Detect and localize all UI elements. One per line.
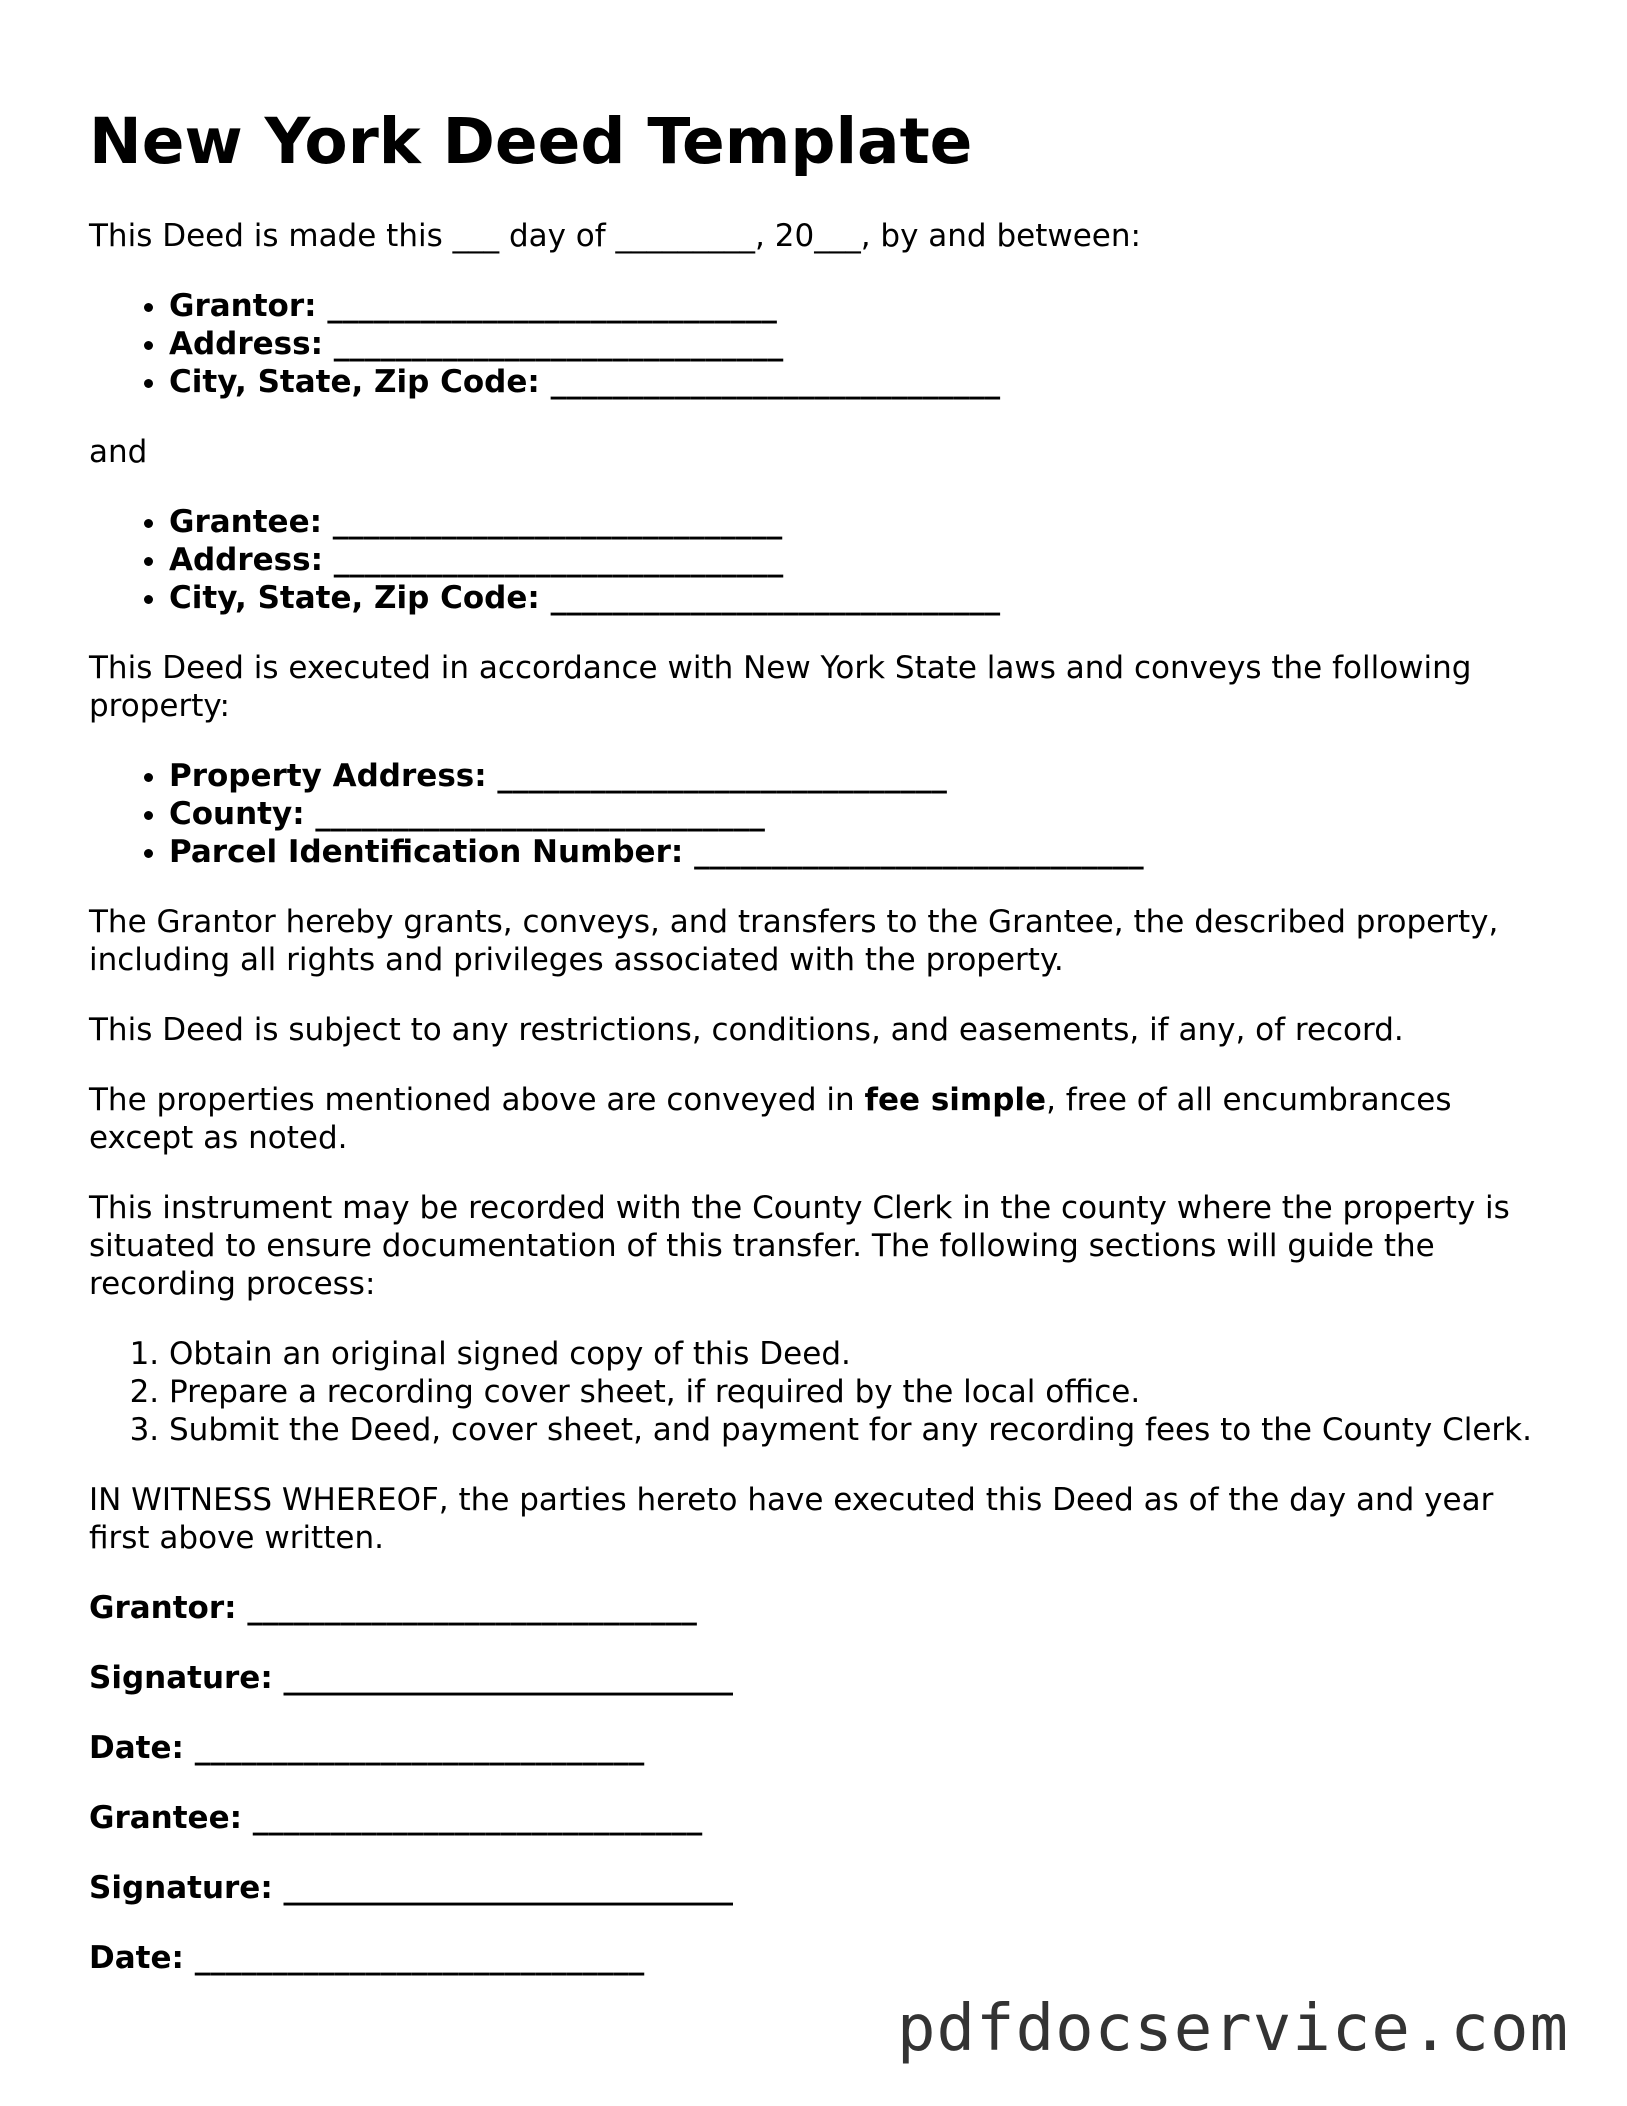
grantor-address-label: Address:: [169, 325, 323, 362]
list-item: [169, 579, 1549, 617]
grantor-signature-line: [89, 1589, 1549, 1627]
sig-blank: _____________________________: [194, 1729, 645, 1766]
fee-text-after: , free of all encumbrances except as noted.: [89, 1081, 1452, 1156]
sig-label: Signature:: [89, 1659, 273, 1696]
property-address-label: Property Address:: [169, 757, 487, 794]
recording-steps-list: [89, 1335, 1549, 1449]
county-label: County:: [169, 795, 305, 832]
list-item: [169, 287, 1549, 325]
sig-label: Signature:: [89, 1869, 273, 1906]
grantor-city-blank: _____________________________: [550, 363, 1001, 400]
fee-simple-paragraph: [89, 1081, 1549, 1157]
sig-label: Grantee:: [89, 1799, 242, 1836]
sig-label: Grantor:: [89, 1589, 237, 1626]
sig-blank: _____________________________: [194, 1939, 645, 1976]
list-item: [169, 833, 1549, 871]
parcel-id-blank: _____________________________: [694, 833, 1144, 870]
sig-blank: _____________________________: [283, 1659, 734, 1696]
grant-paragraph: The Grantor hereby grants, conveys, and transfers to the Grantee, the described property, including all rights and privileges associated with the property.: [89, 903, 1499, 978]
sig-label: Date:: [89, 1729, 184, 1766]
grantee-address-label: Address:: [169, 541, 323, 578]
grantee-signature-line: [89, 1799, 1549, 1837]
witness-paragraph: IN WITNESS WHEREOF, the parties hereto have executed this Deed as of the day and year first above written.: [89, 1481, 1494, 1556]
list-item: 3. Submit the Deed, cover sheet, and payment for any recording fees to the County Clerk.: [169, 1411, 1549, 1449]
grantee-signature-field: [89, 1869, 1549, 1907]
list-item: [169, 541, 1549, 579]
grantor-signature-field: [89, 1659, 1549, 1697]
grantee-city-label: City, State, Zip Code:: [169, 579, 540, 616]
list-item: [169, 325, 1549, 363]
sig-blank: _____________________________: [252, 1799, 703, 1836]
grantee-blank: _____________________________: [332, 503, 783, 540]
recording-paragraph: This instrument may be recorded with the County Clerk in the county where the property is situated to ensure documentation of this transfer. The following sections will guide the recording process:: [89, 1189, 1510, 1302]
list-item: [169, 795, 1549, 833]
document-page: [89, 104, 1549, 2009]
property-address-blank: _____________________________: [497, 757, 947, 794]
sig-blank: _____________________________: [283, 1869, 734, 1906]
list-item: [169, 757, 1549, 795]
grantee-list: [89, 503, 1549, 617]
list-item: 1. Obtain an original signed copy of this Deed.: [169, 1335, 1549, 1373]
grantor-label: Grantor:: [169, 287, 317, 324]
subject-paragraph: This Deed is subject to any restrictions, conditions, and easements, if any, of record.: [89, 1011, 1404, 1048]
county-blank: _____________________________: [315, 795, 765, 832]
sig-blank: _____________________________: [247, 1589, 697, 1626]
grantor-list: [89, 287, 1549, 401]
watermark-text: pdfdocservice.com: [896, 1992, 1569, 2066]
fee-simple-term: fee simple: [864, 1081, 1047, 1118]
list-item: 2. Prepare a recording cover sheet, if required by the local office.: [169, 1373, 1549, 1411]
page-title: New York Deed Template: [89, 105, 973, 178]
list-item: [169, 363, 1549, 401]
grantee-address-blank: _____________________________: [333, 541, 784, 578]
executed-paragraph: This Deed is executed in accordance with New York State laws and conveys the following property:: [89, 649, 1472, 724]
grantee-date-line: [89, 1939, 1549, 1977]
grantee-city-blank: _____________________________: [550, 579, 1001, 616]
list-item: [169, 503, 1549, 541]
grantee-label: Grantee:: [169, 503, 322, 540]
parcel-id-label: Parcel Identification Number:: [169, 833, 684, 870]
grantor-address-blank: _____________________________: [333, 325, 784, 362]
sig-label: Date:: [89, 1939, 184, 1976]
property-list: [89, 757, 1549, 871]
grantor-city-label: City, State, Zip Code:: [169, 363, 540, 400]
grantor-blank: _____________________________: [327, 287, 777, 324]
grantor-date-line: [89, 1729, 1549, 1767]
fee-text-before: The properties mentioned above are conveyed in: [89, 1081, 865, 1118]
intro-paragraph: This Deed is made this ___ day of _________, 20___, by and between:: [89, 217, 1141, 254]
and-paragraph: and: [89, 433, 148, 470]
